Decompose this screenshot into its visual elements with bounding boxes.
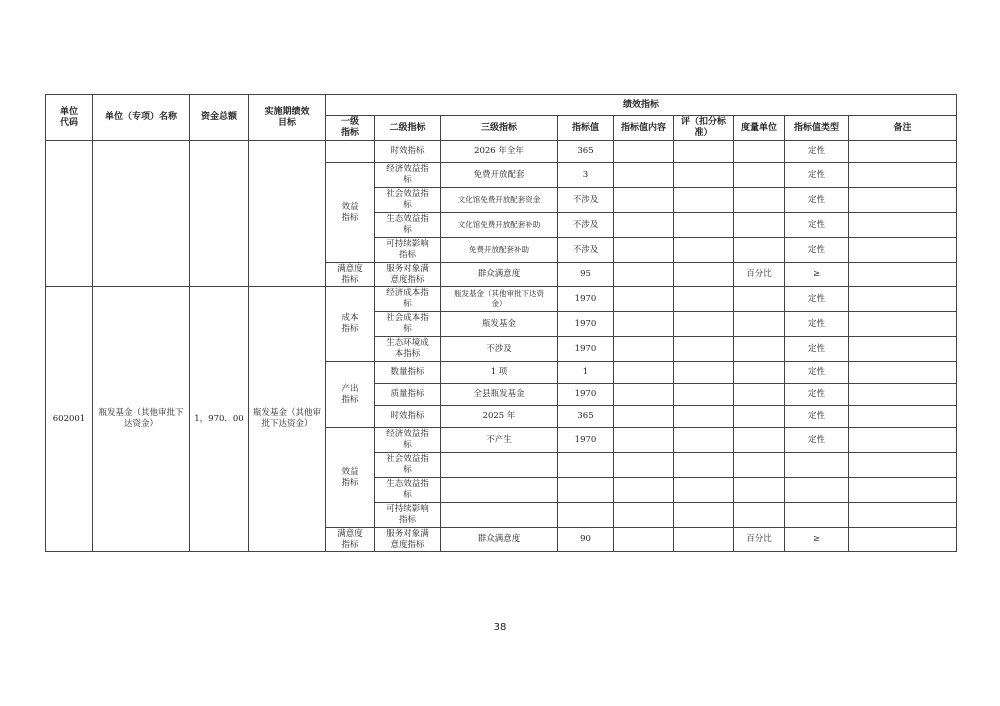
remarks-cell	[849, 213, 957, 238]
header-unit-code: 单位 代码	[46, 95, 93, 141]
scoring-cell	[674, 141, 734, 163]
value-cell: 90	[558, 528, 614, 552]
l1-cell: 满意度 指标	[326, 263, 375, 287]
header-value-type: 指标值类型	[785, 116, 849, 141]
l2-cell: 生态效益指 标	[375, 213, 441, 238]
scoring-cell	[674, 503, 734, 528]
value-cell: 365	[558, 406, 614, 428]
l1-benefit-cell: 效益 指标	[326, 428, 375, 528]
unit-cell	[734, 213, 785, 238]
remarks-cell	[849, 312, 957, 337]
scoring-cell	[674, 528, 734, 552]
content-cell	[614, 453, 674, 478]
remarks-cell	[849, 141, 957, 163]
l2-cell: 时效指标	[375, 141, 441, 163]
l2-cell: 经济成本指 标	[375, 287, 441, 312]
scoring-cell	[674, 384, 734, 406]
target-cell	[249, 141, 326, 287]
l2-cell: 生态环境成 本指标	[375, 337, 441, 362]
l2-cell: 经济效益指 标	[375, 163, 441, 188]
remarks-cell	[849, 503, 957, 528]
content-cell	[614, 503, 674, 528]
value-cell: 1970	[558, 384, 614, 406]
content-cell	[614, 213, 674, 238]
l3-cell: 全县瓶发基金	[441, 384, 558, 406]
unit-cell	[734, 238, 785, 263]
remarks-cell	[849, 478, 957, 503]
l2-cell: 生态效益指 标	[375, 478, 441, 503]
scoring-cell	[674, 287, 734, 312]
value-cell: 1970	[558, 337, 614, 362]
header-scoring: 评（扣分标 准）	[674, 116, 734, 141]
remarks-cell	[849, 428, 957, 453]
l2-cell: 经济效益指 标	[375, 428, 441, 453]
type-cell: 定性	[785, 406, 849, 428]
scoring-cell	[674, 213, 734, 238]
l2-cell: 数量指标	[375, 362, 441, 384]
content-cell	[614, 287, 674, 312]
l2-cell: 服务对象满 意度指标	[375, 263, 441, 287]
unit-cell: 百分比	[734, 263, 785, 287]
value-cell: 1970	[558, 312, 614, 337]
value-cell	[558, 503, 614, 528]
value-cell: 365	[558, 141, 614, 163]
type-cell: 定性	[785, 287, 849, 312]
header-level1: 一级 指标	[326, 116, 375, 141]
remarks-cell	[849, 263, 957, 287]
unit-cell	[734, 503, 785, 528]
type-cell	[785, 453, 849, 478]
content-cell	[614, 428, 674, 453]
header-target: 实施期绩效 目标	[249, 95, 326, 141]
performance-table	[45, 94, 957, 552]
remarks-cell	[849, 453, 957, 478]
type-cell: 定性	[785, 362, 849, 384]
content-cell	[614, 312, 674, 337]
unit-cell	[734, 141, 785, 163]
unit-code-cell: 602001	[46, 287, 93, 552]
l2-cell: 时效指标	[375, 406, 441, 428]
table-row	[46, 287, 957, 312]
content-cell	[614, 384, 674, 406]
l3-cell: 2026 年全年	[441, 141, 558, 163]
unit-code-cell	[46, 141, 93, 287]
l3-cell	[441, 453, 558, 478]
unit-cell	[734, 406, 785, 428]
l2-cell: 服务对象满 意度指标	[375, 528, 441, 552]
type-cell: 定性	[785, 428, 849, 453]
type-cell: 定性	[785, 213, 849, 238]
page-number: 38	[493, 622, 507, 633]
l2-cell: 可持续影响 指标	[375, 503, 441, 528]
unit-cell	[734, 287, 785, 312]
l3-cell: 1 项	[441, 362, 558, 384]
scoring-cell	[674, 337, 734, 362]
content-cell	[614, 188, 674, 213]
header-remarks: 备注	[849, 116, 957, 141]
value-cell: 不涉及	[558, 238, 614, 263]
scoring-cell	[674, 428, 734, 453]
l3-cell	[441, 478, 558, 503]
l1-cell	[326, 141, 375, 163]
content-cell	[614, 406, 674, 428]
scoring-cell	[674, 453, 734, 478]
scoring-cell	[674, 478, 734, 503]
value-cell: 不涉及	[558, 188, 614, 213]
type-cell	[785, 478, 849, 503]
l3-cell: 2025 年	[441, 406, 558, 428]
scoring-cell	[674, 263, 734, 287]
type-cell: 定性	[785, 337, 849, 362]
content-cell	[614, 141, 674, 163]
l3-cell: 文化馆免费开放配套补助	[441, 213, 558, 238]
l3-cell	[441, 503, 558, 528]
value-cell: 1	[558, 362, 614, 384]
l1-cell: 效益 指标	[326, 163, 375, 263]
header-perf-indicators: 绩效指标	[326, 95, 957, 116]
l2-cell: 质量指标	[375, 384, 441, 406]
header-unit-name: 单位（专项）名称	[93, 95, 190, 141]
l3-cell: 文化馆免费开放配套资金	[441, 188, 558, 213]
type-cell: 定性	[785, 141, 849, 163]
remarks-cell	[849, 384, 957, 406]
unit-cell	[734, 428, 785, 453]
type-cell: ≥	[785, 528, 849, 552]
total-funds-cell	[190, 141, 249, 287]
l3-cell: 瓶发基金（其他审批下达资 金）	[441, 287, 558, 312]
remarks-cell	[849, 406, 957, 428]
type-cell	[785, 503, 849, 528]
l3-cell: 群众满意度	[441, 263, 558, 287]
unit-cell	[734, 362, 785, 384]
remarks-cell	[849, 188, 957, 213]
type-cell: ≥	[785, 263, 849, 287]
value-cell	[558, 478, 614, 503]
unit-cell	[734, 312, 785, 337]
l3-cell: 不涉及	[441, 337, 558, 362]
unit-cell	[734, 337, 785, 362]
l1-cost-cell: 成本 指标	[326, 287, 375, 362]
remarks-cell	[849, 163, 957, 188]
type-cell: 定性	[785, 238, 849, 263]
l2-cell: 社会效益指 标	[375, 188, 441, 213]
remarks-cell	[849, 238, 957, 263]
header-level2: 二级指标	[375, 116, 441, 141]
unit-cell	[734, 188, 785, 213]
unit-cell	[734, 384, 785, 406]
l3-cell: 不产生	[441, 428, 558, 453]
content-cell	[614, 163, 674, 188]
type-cell: 定性	[785, 188, 849, 213]
scoring-cell	[674, 362, 734, 384]
l1-satisfaction-cell: 满意度 指标	[326, 528, 375, 552]
header-total-funds: 资金总额	[190, 95, 249, 141]
scoring-cell	[674, 406, 734, 428]
content-cell	[614, 238, 674, 263]
l2-cell: 可持续影响 指标	[375, 238, 441, 263]
total-funds-cell: 1，970．00	[190, 287, 249, 552]
table-row	[46, 141, 957, 163]
header-level3: 三级指标	[441, 116, 558, 141]
unit-cell	[734, 163, 785, 188]
value-cell: 95	[558, 263, 614, 287]
l3-cell: 免费开放配套补助	[441, 238, 558, 263]
type-cell: 定性	[785, 163, 849, 188]
content-cell	[614, 478, 674, 503]
content-cell	[614, 263, 674, 287]
content-cell	[614, 337, 674, 362]
value-cell: 1970	[558, 428, 614, 453]
header-indicator-value: 指标值	[558, 116, 614, 141]
remarks-cell	[849, 287, 957, 312]
unit-name-cell: 瓶发基金（其他审批下 达资金）	[93, 287, 190, 552]
scoring-cell	[674, 312, 734, 337]
l3-cell: 群众满意度	[441, 528, 558, 552]
scoring-cell	[674, 163, 734, 188]
type-cell: 定性	[785, 384, 849, 406]
content-cell	[614, 528, 674, 552]
target-cell: 瓶发基金（其他审 批下达资金）	[249, 287, 326, 552]
unit-cell	[734, 478, 785, 503]
value-cell: 不涉及	[558, 213, 614, 238]
l2-cell: 社会成本指 标	[375, 312, 441, 337]
l1-output-cell: 产出 指标	[326, 362, 375, 428]
remarks-cell	[849, 337, 957, 362]
unit-name-cell	[93, 141, 190, 287]
l3-cell: 瓶发基金	[441, 312, 558, 337]
value-cell: 3	[558, 163, 614, 188]
value-cell	[558, 453, 614, 478]
content-cell	[614, 362, 674, 384]
header-value-content: 指标值内容	[614, 116, 674, 141]
unit-cell: 百分比	[734, 528, 785, 552]
type-cell: 定性	[785, 312, 849, 337]
unit-cell	[734, 453, 785, 478]
scoring-cell	[674, 238, 734, 263]
header-unit-measure: 度量单位	[734, 116, 785, 141]
l2-cell: 社会效益指 标	[375, 453, 441, 478]
value-cell: 1970	[558, 287, 614, 312]
scoring-cell	[674, 188, 734, 213]
remarks-cell	[849, 528, 957, 552]
l3-cell: 免费开放配套	[441, 163, 558, 188]
remarks-cell	[849, 362, 957, 384]
